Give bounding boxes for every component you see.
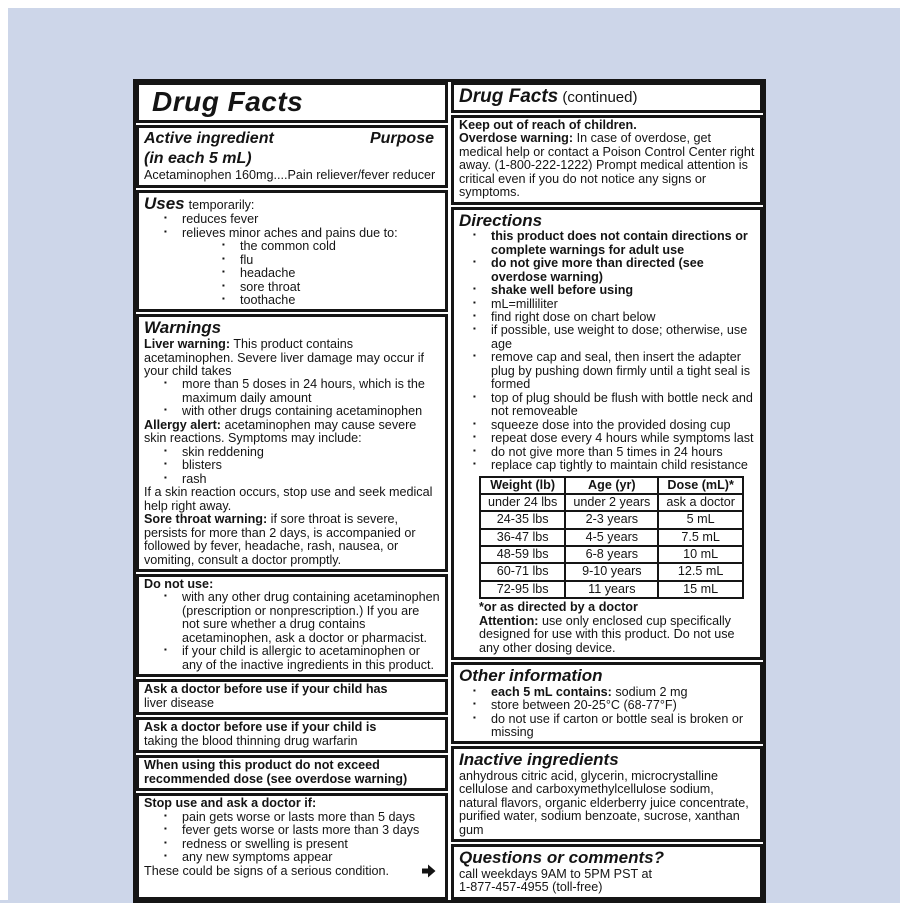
list-item: ▪ blisters: [160, 459, 440, 472]
dosing-table: [479, 476, 744, 600]
photo-edge-left: [0, 0, 8, 900]
do-not-use-heading: Do not use:: [144, 577, 214, 591]
list-item: ▪ if your child is allergic to acetaminophen or any of the inactive ingredients in this product.: [160, 645, 440, 672]
section-uses: [136, 190, 448, 313]
section-keep-out: [451, 115, 763, 205]
drug-facts-label: [133, 79, 766, 903]
ingredient-row: Acetaminophen 160mg....Pain reliever/fever reducer: [144, 168, 436, 183]
ask-doctor-is-text: taking the blood thinning drug warfarin: [144, 733, 358, 748]
other-information-list: [459, 686, 755, 740]
table-header-row: [480, 477, 743, 494]
drug-facts-continued-title: Drug Facts: [459, 86, 559, 107]
table-row: 48-59 lbs 6-8 years 10 mL: [480, 546, 743, 563]
list-item: ▪ redness or swelling is present: [160, 838, 440, 851]
section-other-information: [451, 662, 763, 744]
column-header: Weight (lb): [480, 477, 565, 494]
allergy-alert: Allergy alert: acetaminophen may cause severe skin reactions. Symptoms may include:: [144, 417, 417, 446]
section-continued-title: [451, 82, 763, 113]
questions-line1: call weekdays 9AM to 5PM PST at: [459, 866, 652, 881]
list-item: ▪ toothache: [218, 294, 440, 307]
section-do-not-use: [136, 574, 448, 677]
list-item: ▪ fever gets worse or lasts more than 3 days: [160, 824, 440, 837]
section-title: [136, 82, 448, 123]
list-item: ▪ more than 5 doses in 24 hours, which is the maximum daily amount: [160, 378, 440, 405]
list-item: ▪ remove cap and seal, then insert the adapter plug by pushing down firmly until a tight seal is formed: [469, 351, 755, 391]
directions-heading: Directions: [459, 210, 543, 230]
questions-heading: Questions or comments?: [459, 848, 664, 868]
skin-reaction-note: If a skin reaction occurs, stop use and seek medical help right away.: [144, 485, 433, 513]
ask-doctor-is-heading: Ask a doctor before use if your child is: [144, 720, 377, 735]
sore-throat-warning: Sore throat warning: if sore throat is severe, persists for more than 2 days, is accompanied or followed by fever, headache, rash, nausea, or vomiting, consult a doctor promptly.: [144, 512, 416, 567]
uses-list: [144, 213, 440, 307]
keep-out-line: Keep out of reach of children.: [459, 117, 637, 132]
other-information-heading: Other information: [459, 666, 603, 686]
list-item: ▪ sore throat: [218, 281, 440, 294]
section-directions: [451, 207, 763, 660]
table-row: 24-35 lbs 2-3 years 5 mL: [480, 511, 743, 528]
table-row: 36-47 lbs 4-5 years 7.5 mL: [480, 529, 743, 546]
right-arrow-icon: [421, 864, 436, 878]
section-ask-doctor-has: [136, 679, 448, 715]
active-ingredient-header: [144, 129, 440, 169]
list-item: ▪ relieves minor aches and pains due to: ▪ the common cold ▪ flu ▪ headache ▪ sore throat ▪ toothache: [160, 227, 440, 308]
inactive-ingredients-text: anhydrous citric acid, glycerin, microcrystalline cellulose and carboxymethylcellulose sodium, natural flavors, organic elderberry juice concentrate, purified water, sodium benzoate, sucrose, xanthan gum: [459, 769, 749, 837]
list-item: ▪ find right dose on chart below: [469, 311, 755, 324]
list-item: ▪ top of plug should be flush with bottle neck and not removeable: [469, 392, 755, 419]
drug-facts-title: Drug Facts: [152, 86, 304, 117]
section-ask-doctor-is: [136, 717, 448, 753]
table-row: 72-95 lbs 11 years 15 mL: [480, 581, 743, 598]
list-item: ▪ the common cold: [218, 240, 440, 253]
list-item: ▪ rash: [160, 473, 440, 486]
right-column: [451, 82, 763, 900]
section-questions: [451, 844, 763, 899]
list-item: ▪ do not use if carton or bottle seal is broken or missing: [469, 713, 755, 740]
list-item: ▪ reduces fever: [160, 213, 440, 226]
list-item: ▪ do not give more than directed (see overdose warning): [469, 257, 755, 284]
list-item: ▪ replace cap tightly to maintain child resistance: [469, 459, 755, 472]
stop-use-heading: Stop use and ask a doctor if:: [144, 796, 317, 811]
list-item: ▪ store between 20-25°C (68-77°F): [469, 699, 755, 712]
directions-list: [459, 230, 755, 472]
list-item: ▪ pain gets worse or lasts more than 5 days: [160, 811, 440, 824]
active-ingredient-heading: Active ingredient (in each 5 mL): [144, 130, 274, 168]
list-item: ▪ this product does not contain directions or complete warnings for adult use: [469, 230, 755, 257]
section-stop-use: [136, 793, 448, 900]
list-item: ▪ repeat dose every 4 hours while symptoms last: [469, 432, 755, 445]
section-warnings: [136, 314, 448, 572]
serious-condition-text: These could be signs of a serious condition.: [144, 863, 390, 878]
uses-heading: Uses: [144, 193, 185, 213]
questions-line2: 1-877-457-4955 (toll-free): [459, 880, 603, 895]
left-column: [136, 82, 448, 900]
list-item: ▪ skin reddening: [160, 446, 440, 459]
uses-heading-line: Uses temporarily:: [144, 193, 255, 213]
liver-warning-list: [144, 378, 440, 418]
list-item: ▪ if possible, use weight to dose; otherwise, use age: [469, 324, 755, 351]
attention-note: Attention: use only enclosed cup specifically designed for use with this product. Do not use any other dosing device.: [479, 613, 735, 655]
liver-warning: Liver warning: This product contains acetaminophen. Severe liver damage may occur if your child takes: [144, 337, 425, 378]
ask-doctor-has-heading: Ask a doctor before use if your child has: [144, 682, 388, 697]
stop-use-list: [144, 811, 440, 865]
table-footnote: *or as directed by a doctor: [479, 600, 638, 615]
list-item: ▪ do not give more than 5 times in 24 hours: [469, 446, 755, 459]
uses-sublist: [182, 240, 440, 307]
when-using-text: When using this product do not exceed recommended dose (see overdose warning): [144, 758, 408, 786]
allergy-list: [144, 446, 440, 486]
list-item: ▪ each 5 mL contains: sodium 2 mg: [469, 686, 755, 699]
purpose-heading: Purpose: [369, 130, 434, 148]
ask-doctor-has-text: liver disease: [144, 695, 214, 710]
inactive-ingredients-heading: Inactive ingredients: [459, 750, 619, 770]
section-inactive-ingredients: [451, 746, 763, 842]
list-item: ▪ with other drugs containing acetaminophen: [160, 405, 440, 418]
warnings-heading: Warnings: [144, 318, 222, 338]
list-item: ▪ with any other drug containing acetaminophen (prescription or nonprescription.) If you are not sure whether a drug contains acetaminophen, ask a doctor or pharmacist.: [160, 591, 440, 645]
table-row: 60-71 lbs 9-10 years 12.5 mL: [480, 563, 743, 580]
list-item: ▪ shake well before using: [469, 284, 755, 297]
stop-use-footer: [144, 864, 440, 878]
continued-suffix: (continued): [558, 89, 638, 106]
section-when-using: [136, 755, 448, 791]
column-header: Dose (mL)*: [658, 477, 743, 494]
section-active-ingredient: [136, 125, 448, 187]
list-item: ▪ mL=milliliter: [469, 298, 755, 311]
photo-edge-top: [0, 0, 900, 8]
list-item: ▪ squeeze dose into the provided dosing cup: [469, 419, 755, 432]
do-not-use-list: [144, 591, 440, 672]
table-row: under 24 lbs under 2 years ask a doctor: [480, 494, 743, 511]
overdose-warning: Overdose warning: In case of overdose, get medical help or contact a Poison Control Center right away. (1-800-222-1222) Prompt medical attention is critical even if you do not notice any signs or symptoms.: [459, 131, 755, 200]
list-item: ▪ headache: [218, 267, 440, 280]
column-header: Age (yr): [565, 477, 658, 494]
list-item: ▪ flu: [218, 254, 440, 267]
list-item: ▪ any new symptoms appear: [160, 851, 440, 864]
